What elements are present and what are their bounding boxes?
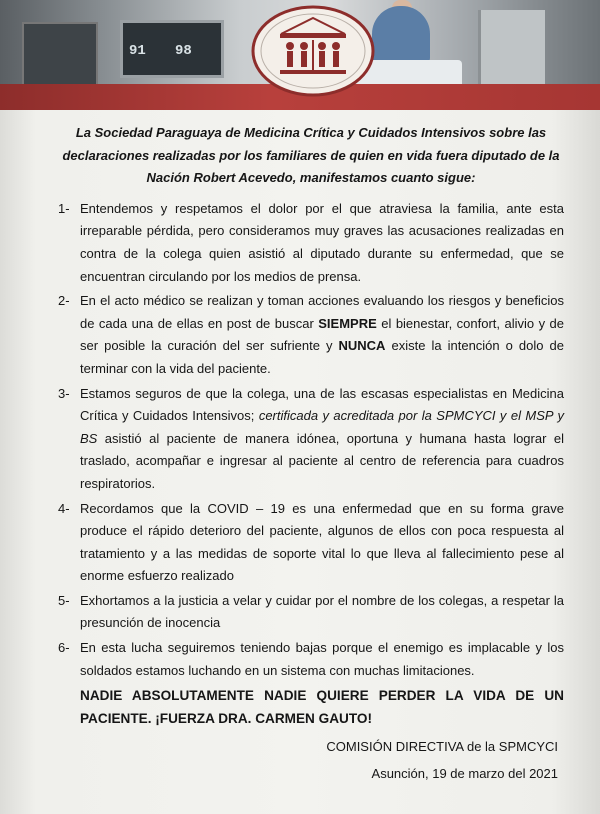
list-item-1 [58, 198, 564, 288]
item-number: 3- [58, 385, 70, 401]
list-item-3 [58, 383, 564, 496]
monitor-reading-1: 91 [129, 43, 146, 59]
item-number: 2- [58, 293, 70, 309]
item-text: Estamos seguros de que la colega, una de las escasas especialistas en Medicina Crítica y Cuidados Intensivos; [80, 385, 564, 424]
statement-body [58, 122, 564, 785]
item-text: existe la intención o dolo de terminar con la vida del paciente. [80, 338, 564, 376]
item-text: Entendemos y respetamos el dolor por el que atraviesa la familia, ante esta irreparable pérdida, pero consideramos muy graves las acusaciones realizadas en contra de la colega quien asistió al diputado durante su enfermedad, que se encuentran circulando por los medios de prensa. [80, 200, 564, 284]
monitor-reading-2: 98 [175, 43, 192, 59]
item-text: Recordamos que la COVID – 19 es una enfermedad que en su forma grave produce el rápido deterioro del paciente, algunos de ellos con poca respuesta al tratamiento y a las medidas de soporte vital lo que lleva al fallecimiento pese al enorme esfuerzo realizado [80, 500, 564, 584]
society-emblem-icon [250, 4, 376, 98]
emphasis-nunca: NUNCA [338, 338, 386, 354]
item-text: Exhortamos a la justicia a velar y cuidar por el nombre de los colegas, a respetar la presunción de inocencia [80, 592, 564, 631]
item-text: En el acto médico se realizan y toman acciones evaluando los riesgos y beneficios de cada una de ellas en post de buscar [80, 293, 564, 331]
item-text: el bienestar, confort, alivio y de ser posible la curación del ser sufriente y [80, 315, 564, 354]
certification-note: certificada y acreditada por la SPMCYCI y el MSP y BS [80, 408, 564, 446]
list-item-6 [58, 637, 564, 682]
signature-block [58, 736, 564, 785]
list-item-4 [58, 498, 564, 588]
nurse-figure [372, 6, 430, 64]
item-number: 5- [58, 592, 70, 608]
header-banner [0, 0, 600, 110]
signature-line: COMISIÓN DIRECTIVA de la SPMCYCI [326, 739, 558, 755]
list-item-2 [58, 290, 564, 380]
item-text: En esta lucha seguiremos teniendo bajas porque el enemigo es implacable y los soldados estamos luchando en un sistema con muchas limitaciones. [80, 640, 564, 678]
signature-date: Asunción, 19 de marzo del 2021 [371, 765, 558, 781]
patient-monitor [120, 20, 224, 78]
statement-intro [58, 122, 564, 190]
item-text: asistió al paciente de manera idónea, oportuna y humana hasta lograr el traslado, acompañar e ingresar al paciente al centro de referencia para cuadros respiratorios. [80, 430, 564, 491]
closing-statement: NADIE ABSOLUTAMENTE NADIE QUIERE PERDER LA VIDA DE UN PACIENTE. ¡FUERZA DRA. CARMEN GAUTO! [80, 688, 564, 727]
item-number: 6- [58, 640, 70, 656]
item-number: 4- [58, 500, 70, 516]
list-item-5 [58, 590, 564, 635]
intro-text: sobre las declaraciones realizadas por los familiares de quien en vida fuera diputado de la Nación Robert Acevedo, manifestamos cuanto sigue: [62, 125, 560, 186]
item-number: 1- [58, 200, 70, 216]
intro-organization: La Sociedad Paraguaya de Medicina Crítica y Cuidados Intensivos [75, 125, 486, 140]
emphasis-siempre: SIEMPRE [318, 315, 377, 331]
